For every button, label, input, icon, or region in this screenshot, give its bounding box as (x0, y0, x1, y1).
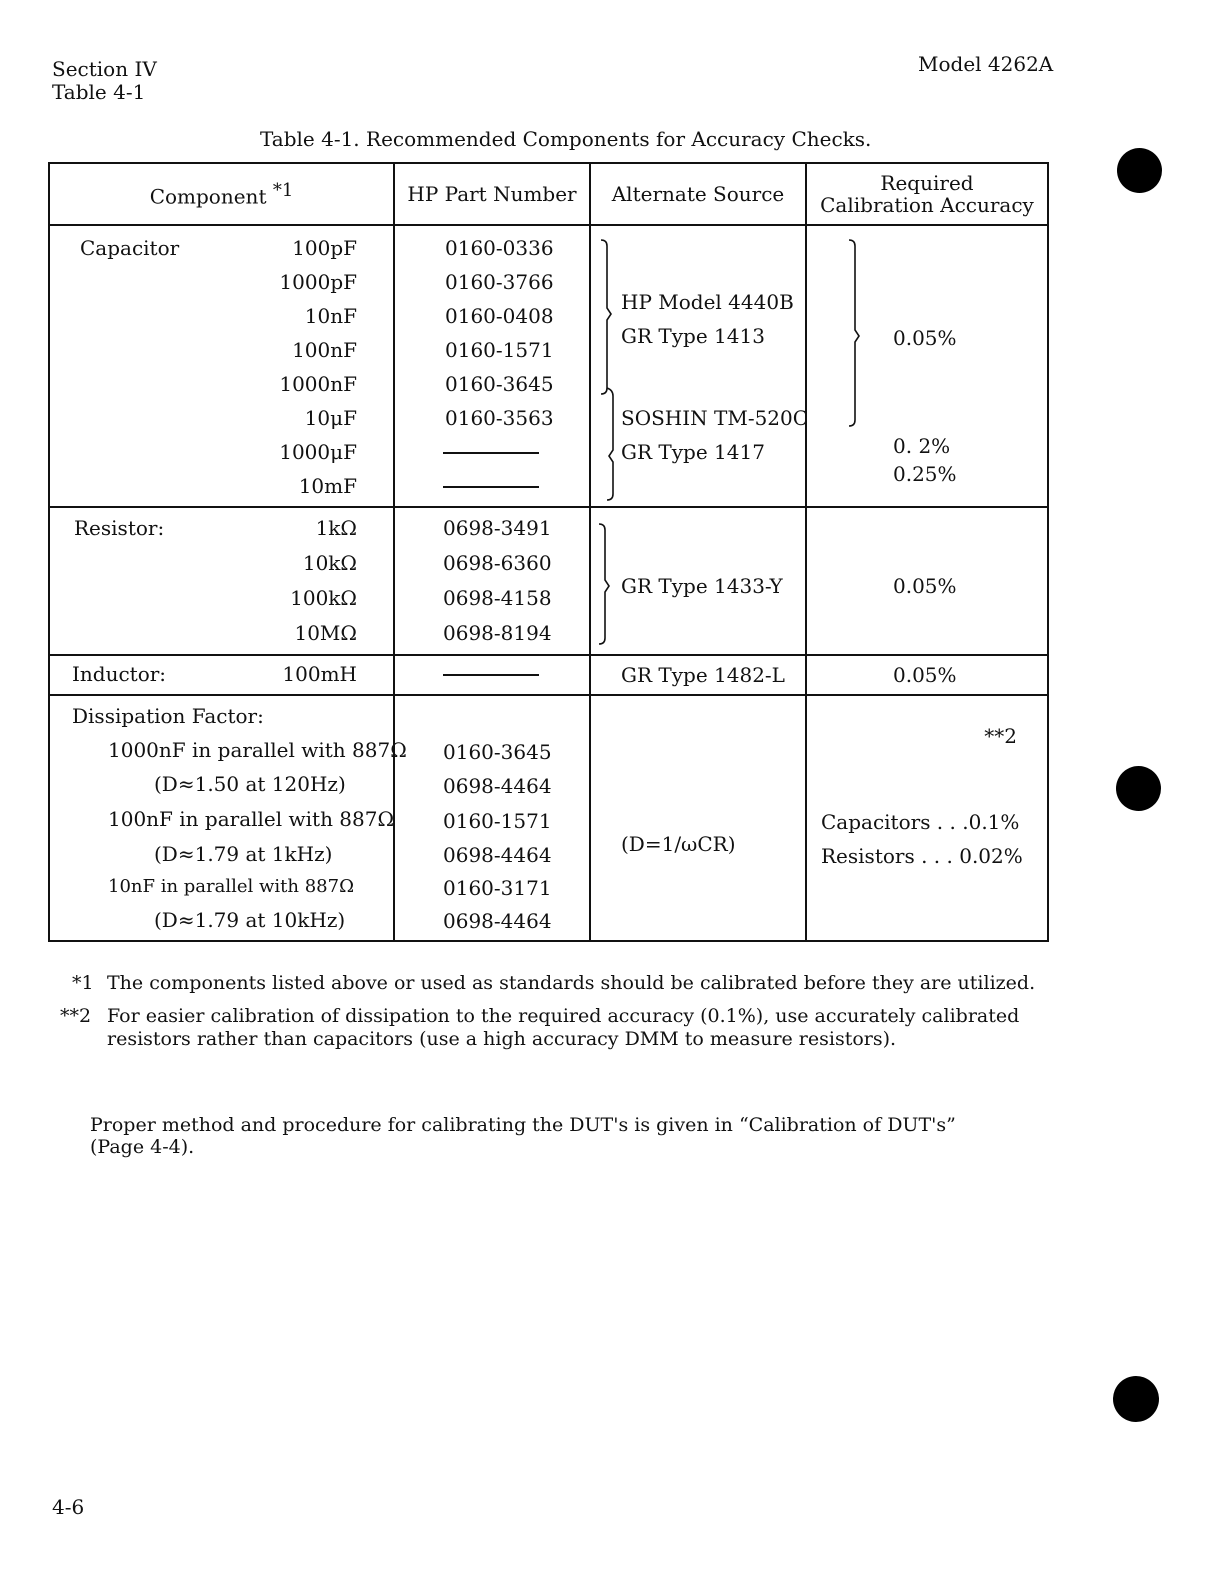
col-alternate-source-header: Alternate Source (590, 163, 806, 225)
capacitor-accuracy-3: 0.25% (893, 462, 957, 486)
col-part-number-header: HP Part Number (394, 163, 590, 225)
note-2-ref: **2 (984, 724, 1017, 748)
footnote-2-text-2: resistors rather than capacitors (use a high accuracy DMM to measure resistors). (107, 1028, 897, 1050)
capacitor-value: 1000pF (279, 270, 357, 294)
resistor-accuracy: 0.05% (893, 574, 957, 598)
dissipation-part: 0160-3645 (443, 740, 552, 764)
col-accuracy-label-2: Calibration Accuracy (820, 193, 1034, 217)
punch-hole (1113, 1376, 1159, 1422)
capacitor-source: HP Model 4440B (621, 290, 794, 314)
capacitor-part: 0160-3766 (445, 270, 554, 294)
capacitor-part: 0160-0336 (445, 236, 554, 260)
dissipation-line: 100nF in parallel with 887Ω (108, 807, 395, 831)
no-part-dash (443, 452, 539, 454)
capacitors-accuracy: Capacitors . . .0.1% (821, 810, 1020, 834)
resistor-value: 10kΩ (302, 551, 357, 575)
model-label: Model 4262A (918, 52, 1054, 76)
capacitor-row (49, 225, 1048, 507)
dissipation-label: Dissipation Factor: (72, 704, 264, 728)
capacitor-value: 10nF (304, 304, 357, 328)
capacitor-part: 0160-1571 (445, 338, 554, 362)
resistor-source-cell (590, 507, 806, 655)
table-ref-label: Table 4-1 (52, 80, 146, 104)
resistor-component-cell (49, 507, 394, 655)
punch-hole (1117, 148, 1162, 193)
capacitor-value: 1000nF (279, 372, 357, 396)
inductor-component-cell (49, 655, 394, 695)
inductor-row (49, 655, 1048, 695)
inductor-source-cell (590, 655, 806, 695)
resistor-value: 100kΩ (290, 586, 357, 610)
capacitor-part: 0160-3563 (445, 406, 554, 430)
resistor-part: 0698-3491 (443, 516, 552, 540)
dissipation-accuracy-cell (806, 695, 1048, 941)
punch-hole (1116, 766, 1161, 811)
resistor-parts-cell (394, 507, 590, 655)
resistor-value: 1kΩ (315, 516, 357, 540)
dissipation-parts-cell (394, 695, 590, 941)
col-component-header (49, 163, 394, 225)
capacitor-value: 1000μF (279, 440, 357, 464)
capacitor-source: SOSHIN TM-520C (621, 406, 809, 430)
dissipation-line: (D≈1.79 at 1kHz) (154, 842, 333, 866)
dissipation-line: 1000nF in parallel with 887Ω (108, 738, 407, 762)
dissipation-source-cell (590, 695, 806, 941)
table-header-row (49, 163, 1048, 225)
capacitor-accuracy-main: 0.05% (893, 326, 957, 350)
component-footnote-ref: *1 (272, 180, 294, 202)
footnote-2-mark: **2 (60, 1005, 92, 1027)
footnote-1-mark: *1 (72, 972, 94, 994)
dissipation-line: (D≈1.50 at 120Hz) (154, 772, 346, 796)
inductor-source: GR Type 1482-L (621, 663, 785, 687)
procedure-line-2: (Page 4-4). (90, 1136, 195, 1158)
procedure-line-1: Proper method and procedure for calibrating the DUT's is given in “Calibration of DUT's” (90, 1114, 956, 1136)
capacitor-value: 10mF (298, 474, 357, 498)
dissipation-part: 0698-4464 (443, 843, 552, 867)
capacitor-source: GR Type 1417 (621, 440, 765, 464)
capacitor-part: 0160-0408 (445, 304, 554, 328)
inductor-part-cell (394, 655, 590, 695)
capacitor-source-cell (590, 225, 809, 507)
dissipation-component-cell (49, 695, 407, 941)
dissipation-row (49, 695, 1048, 941)
dissipation-part: 0160-1571 (443, 809, 552, 833)
table-title: Table 4-1. Recommended Components for Accuracy Checks. (260, 127, 872, 151)
resistor-label: Resistor: (74, 516, 165, 540)
col-accuracy-label-1: Required (880, 171, 974, 195)
capacitor-source: GR Type 1413 (621, 324, 765, 348)
capacitor-value: 10μF (304, 406, 357, 430)
brace-icon (847, 238, 867, 430)
no-part-dash (443, 486, 539, 488)
components-table (48, 162, 1049, 942)
resistor-accuracy-cell (806, 507, 1048, 655)
capacitor-component-cell (49, 225, 394, 507)
dissipation-formula: (D=1/ωCR) (621, 832, 736, 856)
resistor-part: 0698-6360 (443, 551, 552, 575)
page-number: 4-6 (52, 1495, 85, 1519)
dissipation-line: 10nF in parallel with 887Ω (108, 876, 355, 897)
dissipation-part: 0698-4464 (443, 909, 552, 933)
inductor-accuracy: 0.05% (893, 663, 957, 687)
capacitor-part: 0160-3645 (445, 372, 554, 396)
footnote-2-text-1: For easier calibration of dissipation to the required accuracy (0.1%), use accurately calibrated (107, 1005, 1020, 1027)
resistors-accuracy: Resistors . . . 0.02% (821, 844, 1023, 868)
dissipation-part: 0698-4464 (443, 774, 552, 798)
resistor-value: 10MΩ (294, 621, 357, 645)
capacitor-label: Capacitor (80, 236, 180, 260)
capacitor-accuracy-cell (806, 225, 1048, 507)
inductor-value: 100mH (282, 662, 357, 686)
col-accuracy-header (806, 163, 1048, 225)
resistor-row (49, 507, 1048, 655)
resistor-part: 0698-8194 (443, 621, 552, 645)
no-part-dash (443, 674, 539, 676)
capacitor-parts-cell (394, 225, 590, 507)
inductor-label: Inductor: (72, 662, 167, 686)
resistor-source: GR Type 1433-Y (621, 574, 783, 598)
dissipation-line: (D≈1.79 at 10kHz) (154, 908, 346, 932)
capacitor-accuracy-2: 0. 2% (893, 434, 951, 458)
footnote-1-text: The components listed above or used as standards should be calibrated before they are utilized. (107, 972, 1036, 994)
brace-icon (597, 522, 617, 648)
resistor-part: 0698-4158 (443, 586, 552, 610)
capacitor-value: 100nF (292, 338, 357, 362)
col-component-label: Component (149, 184, 267, 209)
section-label: Section IV (52, 57, 157, 81)
inductor-accuracy-cell (806, 655, 1048, 695)
capacitor-value: 100pF (292, 236, 357, 260)
brace-icon (597, 238, 621, 504)
dissipation-part: 0160-3171 (443, 876, 552, 900)
